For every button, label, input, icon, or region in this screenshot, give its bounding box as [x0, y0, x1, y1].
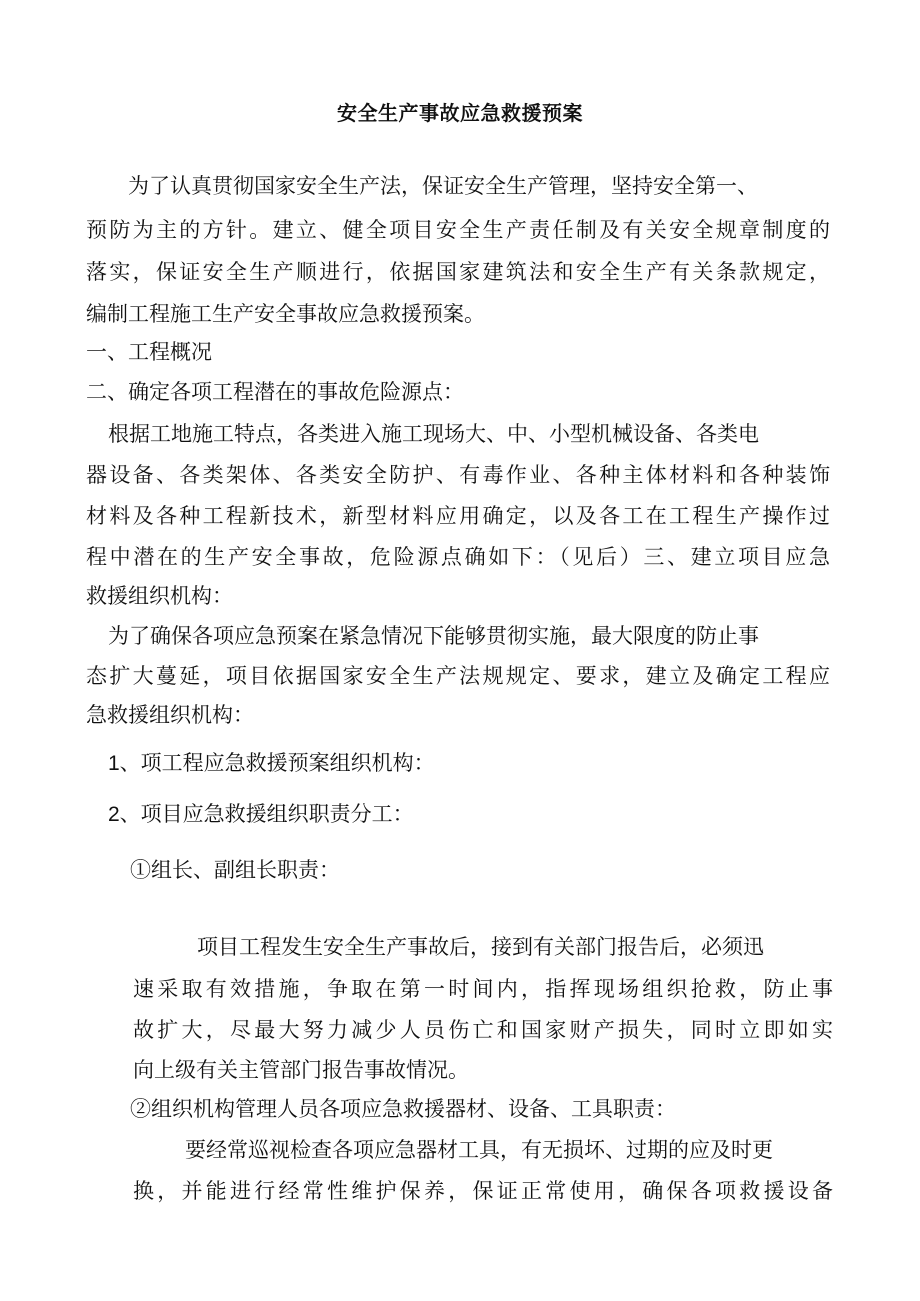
paragraph-line: 向上级有关主管部门报告事故情况。 [133, 1058, 469, 1082]
paragraph-line: 换，并能进行经常性维护保养，保证正常使用，确保各项救援设备 [133, 1179, 833, 1203]
paragraph-line: 态扩大蔓延，项目依据国家安全生产法规规定、要求，建立及确定工程应 [86, 664, 830, 688]
paragraph-line: 项目工程发生安全生产事故后，接到有关部门报告后，必须迅 [197, 935, 764, 959]
paragraph-line: 落实，保证安全生产顺进行，依据国家建筑法和安全生产有关条款规定， [86, 260, 830, 284]
section-heading: 一、工程概况 [86, 340, 212, 364]
paragraph-line: 根据工地施工特点，各类进入施工现场大、中、小型机械设备、各类电 [108, 422, 759, 446]
list-item: 2、项目应急救援组织职责分工： [108, 803, 414, 826]
paragraph-line: 器设备、各类架体、各类安全防护、有毒作业、各种主体材料和各种装饰 [86, 463, 830, 487]
paragraph-line: 材料及各种工程新技术，新型材料应用确定，以及各工在工程生产操作过 [86, 504, 830, 528]
list-item: 1、项工程应急救援预案组织机构： [108, 752, 435, 775]
paragraph-line: 速采取有效措施，争取在第一时间内，指挥现场组织抢救，防止事 [133, 977, 833, 1001]
paragraph-line: 急救援组织机构： [86, 703, 254, 727]
subsection-heading: ①组长、副组长职责： [130, 858, 340, 882]
paragraph-line: 为了确保各项应急预案在紧急情况下能够贯彻实施，最大限度的防止事 [108, 624, 759, 648]
document-title: 安全生产事故应急救援预案 [337, 101, 583, 125]
subsection-heading: ②组织机构管理人员各项应急救援器材、设备、工具职责： [130, 1097, 676, 1121]
paragraph-line: 为了认真贯彻国家安全生产法，保证安全生产管理，坚持安全第一、 [128, 174, 758, 198]
paragraph-line: 程中潜在的生产安全事故，危险源点确如下：（见后）三、建立项目应急 [86, 545, 830, 569]
section-heading: 二、确定各项工程潜在的事故危险源点： [86, 380, 464, 404]
paragraph-line: 编制工程施工生产安全事故应急救援预案。 [86, 302, 485, 326]
paragraph-line: 预防为主的方针。建立、健全项目安全生产责任制及有关安全规章制度的 [86, 218, 830, 242]
paragraph-line: 故扩大，尽最大努力减少人员伤亡和国家财产损失，同时立即如实 [133, 1018, 833, 1042]
paragraph-line: 要经常巡视检查各项应急器材工具，有无损坏、过期的应及时更 [185, 1138, 773, 1162]
paragraph-line: 救援组织机构： [86, 584, 233, 608]
